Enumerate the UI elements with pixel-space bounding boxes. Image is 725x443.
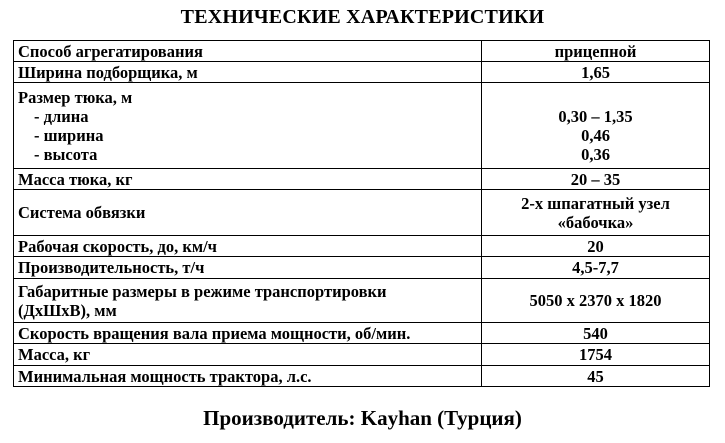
value-line: «бабочка» <box>557 212 634 232</box>
page-title: ТЕХНИЧЕСКИЕ ХАРАКТЕРИСТИКИ <box>180 6 545 28</box>
param-cell: Способ агрегатирования <box>14 41 482 62</box>
sub-param-label: - длина <box>34 106 89 126</box>
table-row <box>14 344 710 366</box>
value-line: 2-х шпагатный узел <box>521 193 670 213</box>
param-cell: Рабочая скорость, до, км/ч <box>14 236 482 257</box>
value-cell <box>482 190 710 236</box>
value-cell: 45 <box>482 366 710 387</box>
sub-value: 0,30 – 1,35 <box>558 106 633 126</box>
sub-param-label: - ширина <box>34 125 104 145</box>
value-cell: 20 – 35 <box>482 169 710 190</box>
param-cell: Скорость вращения вала приема мощности, об/мин. <box>14 323 482 344</box>
param-cell: Ширина подборщика, м <box>14 62 482 83</box>
specs-table <box>13 40 710 387</box>
value-cell: прицепной <box>482 41 710 62</box>
value-cell: 1,65 <box>482 62 710 83</box>
param-cell: Масса, кг <box>14 344 482 366</box>
table-row <box>14 62 710 83</box>
table-row <box>14 257 710 279</box>
param-line: (ДхШхВ), мм <box>18 300 117 320</box>
param-cell <box>14 279 482 323</box>
table-row <box>14 236 710 257</box>
manufacturer-footer: Производитель: Kayhan (Турция) <box>203 406 522 430</box>
param-cell: Производительность, т/ч <box>14 257 482 279</box>
value-cell: 5050 х 2370 х 1820 <box>482 279 710 323</box>
table-row <box>14 190 710 236</box>
value-cell: 20 <box>482 236 710 257</box>
param-cell: Масса тюка, кг <box>14 169 482 190</box>
param-label: Размер тюка, м <box>18 87 133 107</box>
value-cell: 1754 <box>482 344 710 366</box>
sub-param-label: - высота <box>34 144 98 164</box>
value-cell <box>482 83 710 169</box>
sub-value: 0,36 <box>581 144 610 164</box>
param-cell: Система обвязки <box>14 190 482 236</box>
param-cell <box>14 83 482 169</box>
table-row <box>14 41 710 62</box>
table-row <box>14 83 710 169</box>
value-cell: 4,5-7,7 <box>482 257 710 279</box>
table-row <box>14 169 710 190</box>
table-row <box>14 279 710 323</box>
value-cell: 540 <box>482 323 710 344</box>
sub-value: 0,46 <box>581 125 610 145</box>
param-line: Габаритные размеры в режиме транспортировки <box>18 281 387 301</box>
table-row <box>14 323 710 344</box>
param-cell: Минимальная мощность трактора, л.с. <box>14 366 482 387</box>
table-row <box>14 366 710 387</box>
